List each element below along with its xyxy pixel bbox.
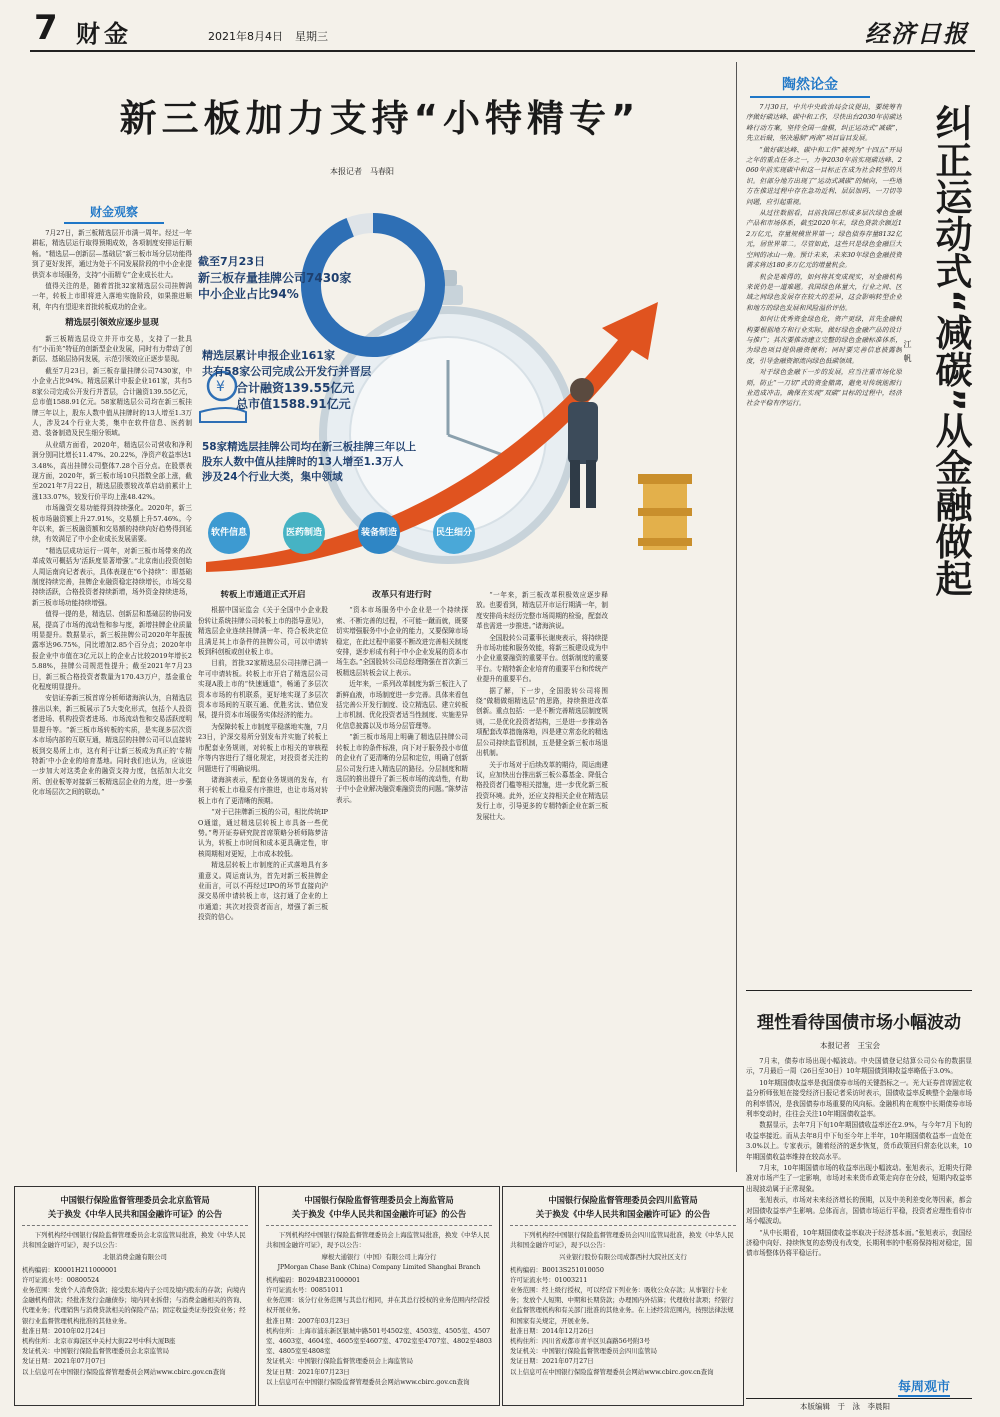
notice-row: 业务范围：该分行业务范围与其总行相同，并在其总行授权的业务范围内经营授权开展业务。 <box>266 1296 490 1315</box>
main-article-column-4 <box>476 590 608 1180</box>
commentary-paragraph: 如何让优秀资金绿色化，资产更绿，首先金融机构要根据地方和行业实际，做好绿色金融产品的设计与推广；其次要推动建立完整的绿色金融标准体系，为绿色项目提供融资便利；同时要完善信息披露制度，引导金融资源流向绿色低碳领域。 <box>746 315 902 365</box>
infographic-shareholders: 股东人数中值从挂牌时的13人增至1.3万人 <box>202 456 404 468</box>
infographic-public-offering: 共有58家公司完成公开发行并晋层 <box>202 365 372 378</box>
notice-intro: 下列机构经中国银行保险监督管理委员会上海监管局批准，换发《中华人民共和国金融许可证》，现予以公告： <box>266 1231 490 1250</box>
notice-institution-name: 兴业银行股份有限公司成都西村大院社区支行 <box>559 1253 687 1262</box>
main-article-byline: 本报记者 马春阳 <box>330 167 394 176</box>
infographic-market-value: 总市值1588.91亿元 <box>236 397 351 411</box>
main-article-column-3 <box>336 590 468 1180</box>
commentary-paragraph: 机会是难得的，如何将其变成现实，对金融机构来说仍是一道难题。我国绿色体量大，行业之间、区域之间绿色发展存在较大的差异，这会影响转型企业和地方的绿色发展和风险溢价评估。 <box>746 272 902 312</box>
notice-row: 许可证流水号：00851011 <box>266 1286 344 1295</box>
notice-row: 机构住所：北京市海淀区中关村大街22号中科大厦B座 <box>22 1337 176 1346</box>
notice-row: 发证日期：2021年07月27日 <box>510 1357 594 1366</box>
infographic <box>198 190 730 572</box>
section3-paragraph: 据了解，下一步，全国股转公司将围绕“做精做细精选层”的思路，持续推进改革创新。重点包括：一是不断完善精选层制度规则，二是优化投资者结构，三是进一步推动各项配套改革措施落地，四是建立常态化的精选层公司持续监管机制，五是健全新三板市场退出机制。 <box>476 686 608 758</box>
svg-text:¥: ¥ <box>216 379 225 395</box>
notice-divider <box>510 1225 736 1226</box>
footer-rule <box>746 1398 972 1399</box>
bubble-pharma-manufacturing: 医药制造 <box>283 512 325 554</box>
section3-paragraph: “资本市场服务中小企业是一个持续探索、不断完善的过程，不可能一蹴而就，既要切实增强服务中小企业的能力，又要保障市场稳定，在此过程中需要不断改进完善相关制度安排，逐步形成有利于中小企业发展的资本市场生态。”全国股转公司总经理隋强在首次新三板精选层转板会议上表示。 <box>336 606 468 677</box>
section1-paragraph: 从业绩方面看，2020年，精选层公司营收和净利润分别同比增长11.47%、20.22%，净资产收益率达13.48%，高出挂牌公司整体7.28个百分点。在股票表现方面，2020年，新三板市场10只指数全部上涨，截至2021年7月22日，精选层股票较改革启动前累计上涨133.07%，较发行价平均上涨48.42%。 <box>32 440 192 501</box>
bond-paragraph: 数据显示，去年7月下旬10年期国债收益率还在2.9%，与今年7月下旬的收益率接近。而从去年8月中下旬至今年上半年，10年期国债收益率一直处在3.0%以上。专家表示，随着经济的逐步恢复，货币政策回归常态化以来，10年期国债收益率维持在较高水平。 <box>746 1121 972 1161</box>
notice-title: 关于换发《中华人民共和国金融许可证》的公告 <box>535 1209 711 1219</box>
notice-issuer: 中国银行保险监督管理委员会四川监管局 <box>548 1195 698 1205</box>
notice-institution-name: 摩根大通银行（中国）有限公司上海分行 <box>321 1253 437 1262</box>
notice-intro: 下列机构经中国银行保险监督管理委员会北京监管局批准，换发《中华人民共和国金融许可证》，现予以公告： <box>22 1231 246 1250</box>
bubble-livelihood-niche: 民生细分 <box>433 512 475 554</box>
infographic-industries: 涉及24个行业大类，集中领域 <box>202 471 343 483</box>
notice-footer: 以上信息可在中国银行保险监督管理委员会网站www.cbirc.gov.cn查询 <box>22 1367 226 1376</box>
section2-paragraph: 精选层转板上市制度的正式落地具有多重意义。周运南认为，首先对新三板挂牌企业而言，可以不再经过IPO的环节直接向沪深交易所申请转板上市，这打通了企业的上市通道；其次对投资者而言，增强了新三板投资的信心。 <box>198 861 328 922</box>
main-article-column-1 <box>32 228 192 1178</box>
notice-row: 发证机关：中国银行保险监督管理委员会四川监管局 <box>510 1347 657 1356</box>
commentary-paragraph: 7月30日，中共中央政治局会议提出，要统筹有序做好碳达峰、碳中和工作，尽快出台2030年前碳达峰行动方案，坚持全国一盘棋，纠正运动式“减碳”，先立后破，坚决遏制“两高”项目盲目发展。 <box>746 103 902 143</box>
section1-paragraph: 市场融资交易功能得到持续强化。2020年，新三板市场融资额上升27.91%，交易额上升57.46%。今年以来，新三板融资额和交易额的持续向好趋势得到延续，有效满足了中小企业成长发展需要。 <box>32 504 192 544</box>
bond-paragraph: 7月末，10年期国债市场的收益率出现小幅波动。张旭表示，近期央行降准对市场产生了一定影响，市场对未来货币政策走向存在分歧，短期内收益率出现波动属于正常现象。 <box>746 1164 972 1193</box>
bond-paragraph: “从中长期看，10年期国债收益率取决于经济基本面。”张旭表示，我国经济稳中向好、持续恢复的态势没有改变，长期利率的中枢将保持相对稳定，国债市场整体仍将平稳运行。 <box>746 1228 972 1258</box>
notice-institution-name-en: JPMorgan Chase Bank (China) Company Limited Shanghai Branch <box>277 1263 481 1271</box>
commentary-paragraph: 对于绿色金融下一步的发展，应当注重市场化原则，防止“一刀切”式的资金撤离，避免对传统能源行业造成冲击，确保在实现“双碳”目标的过程中，经济社会平稳有序运行。 <box>746 368 902 408</box>
notice-row: 批准日期：2010年02月24日 <box>22 1326 106 1335</box>
infographic-financing: 合计融资139.55亿元 <box>236 381 355 395</box>
notice-divider <box>22 1225 248 1226</box>
notice-row: 发证日期：2021年07月07日 <box>22 1357 106 1366</box>
weekly-market-label: 每周观市 <box>898 1376 950 1397</box>
infographic-listed-count: 新三板存量挂牌公司7430家 <box>198 271 352 285</box>
issue-weekday: 星期三 <box>295 30 328 43</box>
section3-paragraph: 关于市场对于后续改革的期待，周运南建议，应加快出台推出新三板公募基金、降低合格投资者门槛等相关措施，进一步优化新三板投资环境。此外，还应支持相关企业在精选层发行上市，引导更多的专精特新企业在新三板发展壮大。 <box>476 760 608 821</box>
section-heading-3: 改革只有进行时 <box>372 590 432 600</box>
page-editor-credit: 本版编辑 于 泳 李晨阳 <box>800 1402 890 1411</box>
notice-beijing <box>14 1186 256 1406</box>
notice-row: 业务范围：经上级行授权，可以经营下列业务：吸收公众存款；从事银行卡业务；发放个人短期、中期和长期贷款；办理国内外结算；代理收付款项；经银行业监督管理机构和有关部门批准的其他业务。在上述经营范围内，按照法律法规和国家有关规定，开展业务。 <box>510 1286 734 1325</box>
section1-paragraph: 截至7月23日，新三板存量挂牌公司7430家，中小企业占比94%。精选层累计申报企业161家，共有58家公司完成公开发行并晋层，合计融资139.55亿元，总市值1588.91亿元。58家精选层公司均在新三板挂牌三年以上，股东人数中值从挂牌时的13人增至1.3万人，涉及24个行业大类，集中在软件信息、医药制造、装备制造及民生细分领域。 <box>32 366 192 438</box>
infographic-block3 <box>202 440 542 485</box>
section1-paragraph: 安信证券新三板首席分析师诸海滨认为，自精选层推出以来，新三板展示了5大变化形式，包括个人投资者进场、机构投资者进场、市场流动性和交易活跃度明显提升等。“新三板市场转板的实质，是实现多层次资本市场内部的互联互通，精选层的挂牌公司可以直接转板到交易所上市，这有利于让新三板成为真正的‘专精特新’中小企业的培育基地。同时我们也认为，应该进一步加大对这类企业的融资支持力度，包括加大北交所、创业板等对接新三板精选层企业的力度，进一步强化市场层次之间的联动。” <box>32 694 192 797</box>
notice-divider <box>266 1225 492 1226</box>
section2-paragraph: 诸海滨表示，配套业务规则的发布，有利于转板上市稳妥有序推进，也让市场对转板上市有了更清晰的预期。 <box>198 775 328 805</box>
section3-paragraph: “一年来，新三板改革积极效应逐步释放。也要看到，精选层开市运行期满一年，制度安排尚未经历完整市场周期的检验，配套改革也需进一步推进。”诸海滨说。 <box>476 591 608 631</box>
notice-title: 关于换发《中华人民共和国金融许可证》的公告 <box>47 1209 223 1219</box>
page-header <box>30 10 975 48</box>
infographic-sme-share: 中小企业占比94% <box>198 287 299 301</box>
notice-institution-name: 北银消费金融有限公司 <box>103 1253 167 1262</box>
bond-paragraph: 7月末，债券市场出现小幅波动。中央国债登记结算公司公布的数据显示，7月最后一周（26日至30日）10年期国债到期收益率略低于3.0%。 <box>746 1057 972 1076</box>
notice-row: 发证机关：中国银行保险监督管理委员会上海监管局 <box>266 1357 413 1366</box>
column-label-finance-watch: 财金观察 <box>64 203 164 224</box>
notice-row: 批准日期：2007年03月23日 <box>266 1316 350 1325</box>
notice-footer: 以上信息可在中国银行保险监督管理委员会网站www.cbirc.gov.cn查询 <box>510 1367 714 1376</box>
notice-row: 许可证流水号：00800524 <box>22 1275 100 1284</box>
bubble-equipment-manufacturing: 装备制造 <box>358 512 400 554</box>
section2-paragraph: 目前，首批32家精选层公司挂牌已满一年可申请转板。转板上市开启了精选层公司实现A股上市的“快速通道”，畅通了多层次资本市场的有机联系，更好地实现了多层次资本市场间的互联互通、优胜劣汰、错位发展，提升资本市场服务实体经济的能力。 <box>198 659 328 720</box>
section1-paragraph: 值得一提的是，精选层、创新层和基础层的协同发展，提高了市场的流动性和参与度，新增挂牌企业质量明显提升。数据显示，新三板挂牌公司2020年年报披露率达96.75%，同比增加2.85个百分点；2020年申报企业中市值在3亿元以上的企业占比较2019年增长25.88%，挂牌公司规范性提升；截至2021年7月23日，新三板合格投资者数量为170.43万户，基金重仓化程度明显提升。 <box>32 610 192 692</box>
sidebar-commentary-body <box>746 102 902 982</box>
section1-paragraph: 新三板精选层设立并开市交易，支持了一批具有“小而美”特征的创新型企业发展，同时有力带动了创新层、基础层协同发展，示范引领效应正逐步显现。 <box>32 334 192 364</box>
section1-paragraph: “精选层成功运行一周年，对新三板市场带来的改革成效可概括为‘活跃度显著增强’。”北京南山投资创始人周运南向记者表示，具体表现在“6个持续”：即基础制度持续完善，挂牌企业融资稳定持续增长，市场交易持续活跃，合格投资者持续新增，场外资金持续进场，新三板市场功能持续增强。 <box>32 546 192 607</box>
notice-issuer: 中国银行保险监督管理委员会北京监管局 <box>60 1195 210 1205</box>
notice-title: 关于换发《中华人民共和国金融许可证》的公告 <box>291 1209 467 1219</box>
issue-date: 2021年8月4日 <box>208 30 283 43</box>
section3-paragraph: 全国股转公司董事长谢庚表示，将持续提升市场功能和服务效能，将新三板建设成为中小企业重要融资的重要平台。创新制度的重要平台。专精特新企业培育的重要平台和传统产业提升的重要平台。 <box>476 633 608 684</box>
section2-paragraph: “对于已挂牌新三板的公司，相比传统IPO通道，通过精选层转板上市具备一些优势。”粤开证券研究院首席策略分析师陈梦洁认为，转板上市时间和成本更具确定性，审核周期相对更短，上市成本较低。 <box>198 808 328 858</box>
notice-row: 机构住所：上海市浦东新区银城中路501号4502室、4503室、4505室、4507室、4603室、4604室、4605室至4607室、4702室至4707室、4802至4803室、4805室至4808室 <box>266 1326 492 1356</box>
notice-footer: 以上信息可在中国银行保险监督管理委员会网站www.cbirc.gov.cn查询 <box>266 1377 470 1386</box>
notice-row: 机构编码：B0294B231000001 <box>266 1275 361 1284</box>
bubble-software-info: 软件信息 <box>208 512 250 554</box>
page-number: 7 <box>34 8 58 48</box>
commentary-author: 江帆 <box>903 340 912 368</box>
infographic-listing-years: 58家精选层挂牌公司均在新三板挂牌三年以上 <box>202 441 417 453</box>
infographic-applications: 精选层累计申报企业161家 <box>202 349 335 362</box>
bond-article-rule <box>746 990 972 991</box>
header-rule <box>30 50 975 52</box>
section-name: 财金 <box>76 20 132 48</box>
commentary-paragraph: 从过往数据看，目前我国已形成多层次绿色金融产品和市场体系，截至2020年末，绿色贷款余额近12万亿元，存量规模世界第一；绿色债券存量8132亿元，居世界第二。尽管如此，这些只是绿色金融巨大空间的冰山一角。预计未来，未来30年绿色金融投资需求将达180多万亿元的增量机会。 <box>746 209 902 270</box>
section3-paragraph: “新三板市场用上明确了精选层挂牌公司转板上市的条件标准，向下对于服务投小市值的企业有了更清晰的分层和定位，明确了创新层公司发行进入精选层的路径。分层制度和精选层的推出提升了新三板市场的流动性，有助于中小企业解决融资难融资贵的问题。”陈梦洁表示。 <box>336 733 468 804</box>
section-heading-1: 精选层引领效应逐步显现 <box>65 318 159 329</box>
notice-row: 批准日期：2014年12月26日 <box>510 1326 594 1335</box>
notice-row: 机构住所：四川省成都市青羊区贝森路56号附3号 <box>510 1337 651 1346</box>
infographic-bubbles <box>208 512 508 560</box>
commentary-paragraph: “做好碳达峰、碳中和工作”被列为“十四五”开局之年的重点任务之一，力争2030年前实现碳达峰、2060年前实现碳中和这一目标正在成为社会转型的共识。但部分地方出现了“运动式减碳”的倾向，一些地方在推进过程中存在急功近利、层层加码、一刀切等问题，应引起重视。 <box>746 145 902 206</box>
masthead-logo: 经济日报 <box>865 19 969 48</box>
bond-paragraph: 10年期国债收益率是我国债券市场的关键指标之一。光大证券首席固定收益分析师张旭在接受经济日报记者采访时表示，国债收益率反映整个金融市场的利率情况，是我国债券市场重要的风向标。金融机构在观察中长期债券市场利率变动时，往往会关注10年期国债收益率。 <box>746 1078 972 1119</box>
infographic-block1 <box>198 254 351 302</box>
bond-article-title: 理性看待国债市场小幅波动 <box>757 1013 961 1033</box>
notice-row: 机构编码：K0001H211000001 <box>22 1265 118 1274</box>
main-article-column-2 <box>198 590 328 1180</box>
notice-shanghai <box>258 1186 500 1406</box>
commentary-title: 纠正运动式“减碳”从金融做起 <box>929 104 972 597</box>
bond-article-byline: 本报记者 王宝会 <box>820 1041 880 1050</box>
intro-paragraph-2: 值得关注的是，随着首批32家精选层公司挂牌满一年，转板上市即将进入落地实施阶段，如果推进顺利，年内有望迎来首批转板成功的企业。 <box>32 282 192 311</box>
column-label-taoran: 陶然论金 <box>750 74 870 98</box>
notice-row: 机构编码：B0013S251010050 <box>510 1265 604 1274</box>
infographic-date: 截至7月23日 <box>198 255 265 268</box>
notice-row: 业务范围：发放个人消费贷款；接受股东境内子公司及境内股东的存款；向境内金融机构借款；经批准发行金融债券；境内同业拆借；与消费金融相关的咨询、代理业务；代理销售与消费贷款相关的保险产品；固定收益类证券投资业务；经银行业监督管理机构批准的其他业务。 <box>22 1286 246 1325</box>
notice-row: 许可证流水号：01003211 <box>510 1275 588 1284</box>
notice-sichuan <box>502 1186 744 1406</box>
intro-paragraph: 7月27日，新三板精选层开市满一周年。经过一年耕耘，精选层运行取得预期成效，各项制度安排运行顺畅。“精选层—创新层—基础层”新三板市场分层功能得到了更好发挥，通过为处于不同发展阶段的中小企业提供资本市场服务，支持“小而精专”企业成长壮大。 <box>32 229 192 279</box>
section2-paragraph: 为保障转板上市制度平稳落地实施，7月23日，沪深交易所分别发布并实施了转板上市配套业务规则，对转板上市相关的审核程序等内容进行了细化规定，对投资者关注的问题进行了明确说明。 <box>198 722 328 773</box>
main-article-title: 新三板加力支持“小特精专” <box>119 97 641 140</box>
section3-paragraph: 近年来，一系列改革制度为新三板注入了新鲜血液，市场制度进一步完善。具体来看包括完善公开发行制度、设立精选层、建立转板上市机制、优化投资者适当性制度、实施差异化信息披露以及市场分层管理等。 <box>336 680 468 730</box>
notice-row: 发证机关：中国银行保险监督管理委员会北京监管局 <box>22 1347 169 1356</box>
section-heading-2: 转板上市通道正式开启 <box>220 590 306 600</box>
notice-row: 发证日期：2021年07月23日 <box>266 1367 350 1376</box>
sidebar-divider <box>736 62 737 1172</box>
bond-article-body <box>746 1056 972 1328</box>
section2-paragraph: 根据中国证监会《关于全国中小企业股份转让系统挂牌公司转板上市的指导意见》，精选层企业连续挂牌满一年、符合板块定位且满足其上市条件的挂牌公司，可以申请转板到科创板或创业板上市。 <box>198 606 328 657</box>
infographic-block2 <box>202 348 371 412</box>
bond-paragraph: 张旭表示，市场对未来经济增长的预期，以及中美利差变化等因素，都会对国债收益率产生影响。总体而言，国债市场运行平稳，投资者应理性看待市场小幅波动。 <box>746 1196 972 1226</box>
notice-issuer: 中国银行保险监督管理委员会上海监管局 <box>304 1195 454 1205</box>
notice-intro: 下列机构经中国银行保险监督管理委员会四川监管局批准，换发《中华人民共和国金融许可证》，现予以公告： <box>510 1231 734 1250</box>
